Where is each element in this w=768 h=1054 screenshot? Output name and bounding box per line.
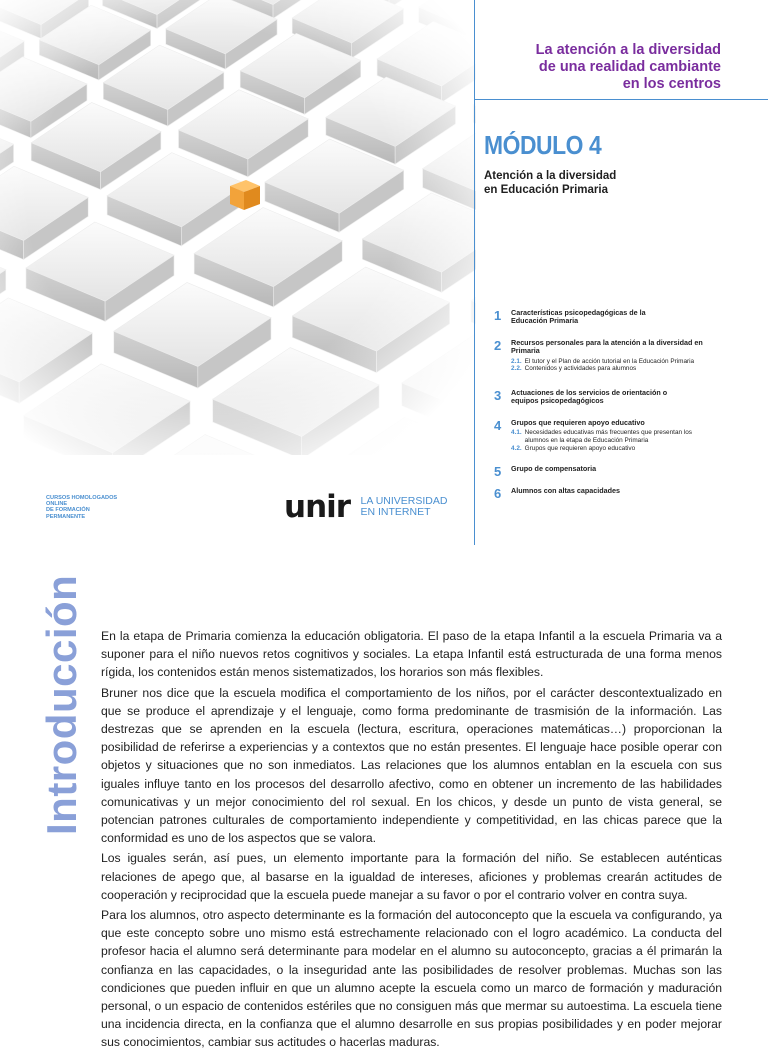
toc-number: 5 <box>494 464 502 479</box>
toc-item[interactable] <box>494 339 764 389</box>
logo-wordmark: unir <box>284 489 351 525</box>
toc-subnumber: 2.1. <box>511 357 522 365</box>
paragraph: Para los alumnos, otro aspecto determinante es la formación del autoconcepto que la escuela va configurando, ya que este concepto sobre uno mismo está estrechamente relacionado con el logro académico. La conducta del profesor hacia el alumno será determinante para modelar en el alumno su autoconcepto, gracias a él primarán la confianza en las capacidades, o la inseguridad ante las posibilidades de resolver problemas. Muchas son las condiciones que pueden influir en que un alumno acepte la escuela como un marco de formación y maduración personal, o un espacio de contenidos estériles que no consiguen más que mermar su autoestima. La escuela tiene una incidencia directa, en la confianza que el alumno desarrolle en sus propias posibilidades y en poder mejorar sus conocimientos, cambiar sus actitudes o hacerlas maduras. <box>101 908 722 1050</box>
body-text <box>101 627 722 1054</box>
module-subtitle: Atención a la diversidad en Educación Primaria <box>484 170 617 196</box>
toc-item[interactable] <box>494 419 764 463</box>
tiles-illustration <box>0 0 476 455</box>
toc-subnumber: 2.2. <box>511 365 522 373</box>
toc-item[interactable] <box>494 309 764 331</box>
orange-cube <box>230 180 260 210</box>
toc-label: Grupo de compensatoria <box>511 464 597 473</box>
toc-subtext: Necesidades educativas más frecuentes que presentan los alumnos en la etapa de Educación Primaria <box>524 429 692 444</box>
toc-subnumber: 4.1. <box>511 429 522 437</box>
toc-subtext: Grupos que requieren apoyo educativo <box>524 444 636 452</box>
toc-subtext: Contenidos y actividades para alumnos <box>524 365 637 373</box>
toc-label: Alumnos con altas capacidades <box>511 486 621 495</box>
cover-image <box>0 0 476 455</box>
section-label-vertical: Introducción <box>38 574 85 835</box>
toc-number: 3 <box>494 388 502 403</box>
unir-logo[interactable] <box>284 489 447 525</box>
toc-subitem[interactable] <box>511 365 764 373</box>
toc-subtext: El tutor y el Plan de acción tutorial en la Educación Primaria <box>524 357 695 365</box>
toc-subitem[interactable] <box>511 429 764 444</box>
toc-number: 1 <box>494 308 502 323</box>
paragraph: Bruner nos dice que la escuela modifica el comportamiento de los niños, por el carácter descontextualizado en que se produce el aprendizaje y el lenguaje, como forma predominante de trasmisión de la información. Las destrezas que se aprenden en la escuela (lectura, escritura, operaciones matemáticas…) proporcionan la posibilidad de referirse a experiencias y a contextos que no están presentes. El lenguaje hace posible operar con objetos y situaciones que no son inmediatos. Las relaciones que los alumnos entablan en la escuela con sus iguales influye tanto en los procesos del desarrollo afectivo, como en obtener un incremento de las habilidades comunicativas y un mejor conocimiento del rol sexual. En los chicos, y desde un punto de vista general, se potencian patrones culturales de comportamiento independiente y competitividad, en las chicas parece que la conformidad es uno de los aspectos que se valora. <box>101 685 722 846</box>
toc-label: Actuaciones de los servicios de orientación o equipos psicopedagógicos <box>511 388 668 406</box>
toc-number: 4 <box>494 418 502 433</box>
header-divider <box>474 99 768 100</box>
module-heading: MÓDULO 4 <box>484 130 602 160</box>
courses-note: CURSOS HOMOLOGADOS ONLINE DE FORMACIÓN PERMANENTE <box>46 495 118 520</box>
paragraph: En la etapa de Primaria comienza la educación obligatoria. El paso de la etapa Infantil a la escuela Primaria va a suponer para el niño nuevos retos cognitivos y sociales. La etapa Infantil está estructurada de una forma menos rígida, los contenidos están menos sistematizados, los horarios son más flexibles. <box>101 629 722 680</box>
toc-item[interactable] <box>494 389 764 417</box>
toc-subnumber: 4.2. <box>511 444 522 452</box>
toc-subitem[interactable] <box>511 358 764 366</box>
series-title: La atención a la diversidad de una realidad cambiante en los centros <box>535 42 721 92</box>
toc-label: Características psicopedagógicas de la Educación Primaria <box>511 308 646 326</box>
logo-tagline: LA UNIVERSIDAD EN INTERNET <box>360 495 448 518</box>
toc-item[interactable] <box>494 465 764 485</box>
paragraph: Los iguales serán, así pues, un elemento importante para la formación del niño. Se establecen auténticas relaciones de apego que, al basarse en la igualdad de intereses, aficiones y problemas crearán actitudes de cooperación y reciprocidad que la escuela puede manejar a su favor o por el contrario volver en contra suya. <box>101 851 722 902</box>
toc-number: 2 <box>494 338 502 353</box>
toc-label: Grupos que requieren apoyo educativo <box>511 418 645 427</box>
table-of-contents <box>494 309 764 507</box>
toc-label: Recursos personales para la atención a la diversidad en Primaria <box>511 338 703 356</box>
toc-subitem[interactable] <box>511 445 764 453</box>
toc-number: 6 <box>494 486 502 501</box>
toc-item[interactable] <box>494 487 764 507</box>
